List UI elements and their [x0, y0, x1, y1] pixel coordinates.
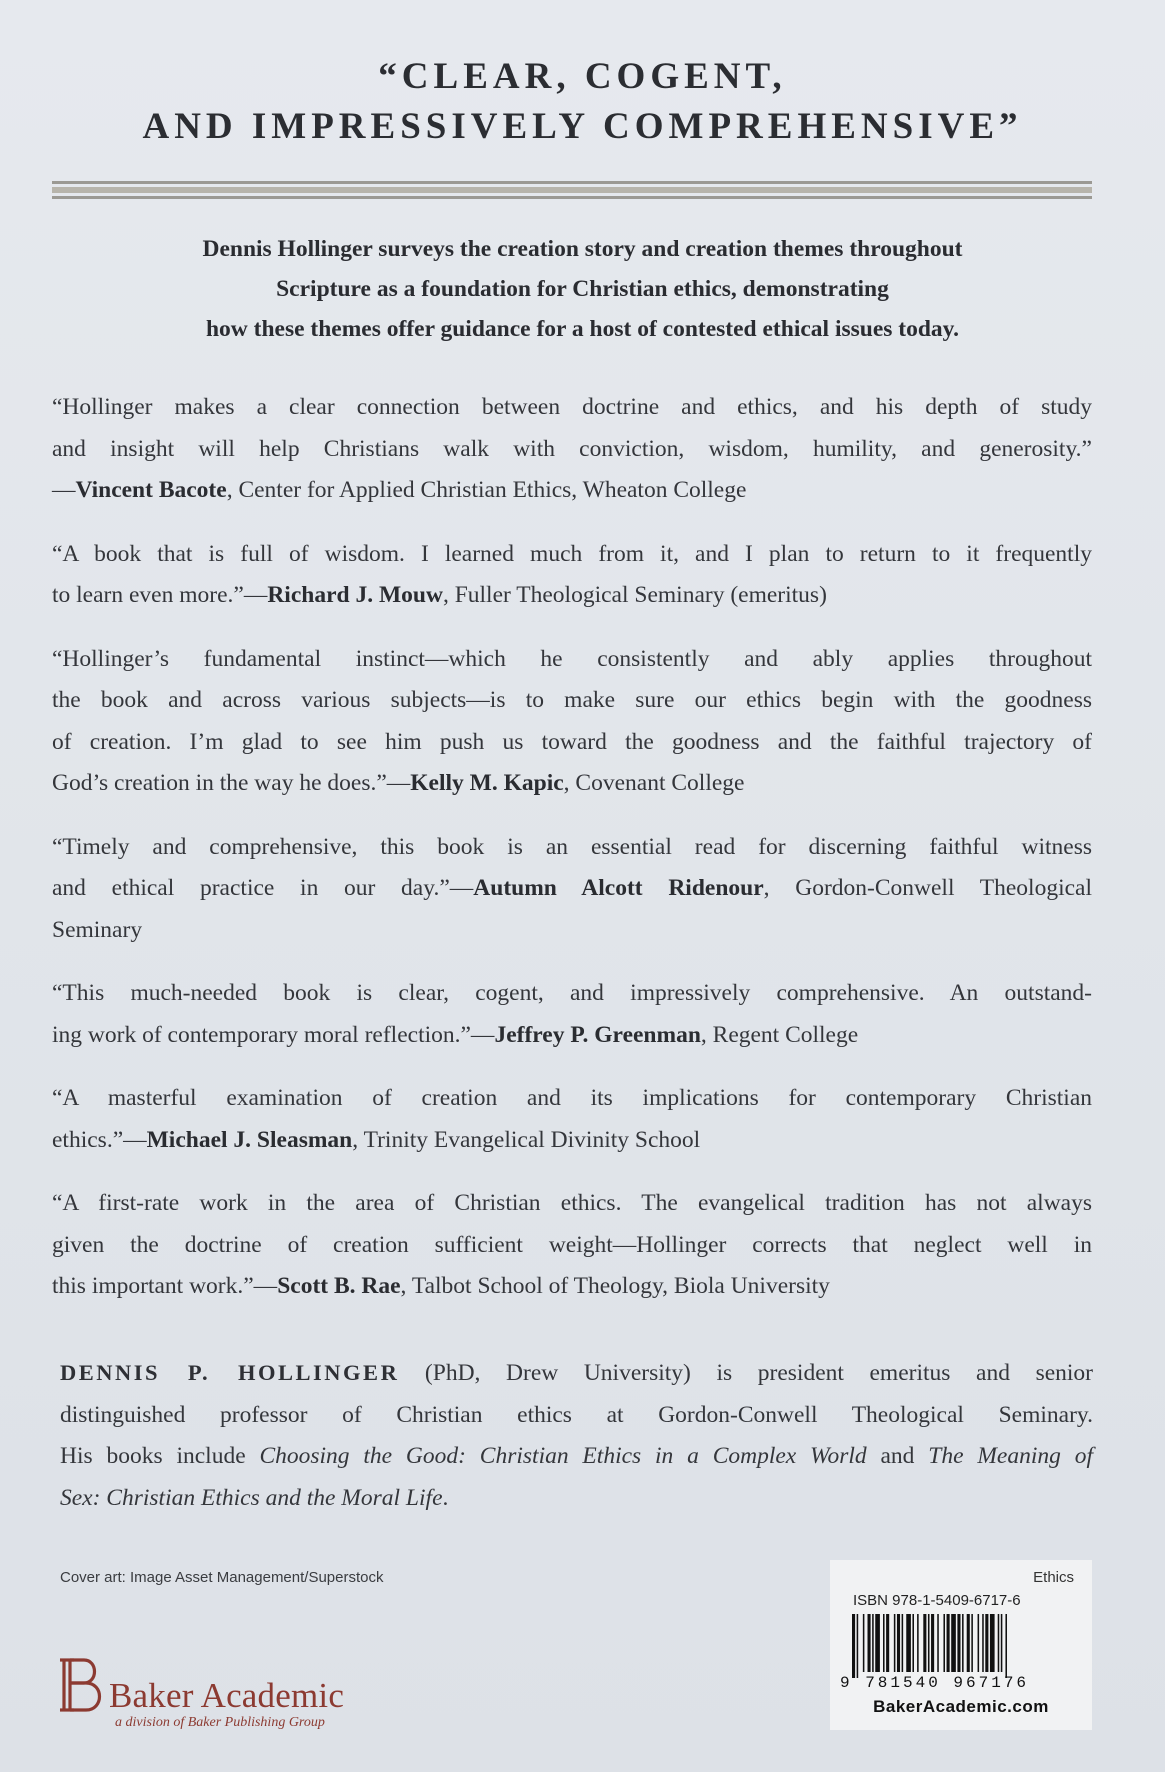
quote-text: the book and across various subjects—is to make sure our ethics begin with the goodness — [52, 687, 1092, 713]
barcode-bar — [883, 1614, 885, 1672]
quote-text: and insight will help Christians walk with conviction, wisdom, humility, and generosity.” — [52, 435, 1092, 462]
endorser-name: Autumn Alcott Ridenour — [473, 875, 764, 901]
quote-text: “A first-rate work in the area of Christian ethics. The evangelical tradition has not always — [52, 1190, 1092, 1216]
endorser-name: Jeffrey P. Greenman — [494, 1021, 701, 1048]
barcode-bar — [1001, 1614, 1003, 1672]
endorsement — [52, 973, 1092, 1056]
barcode-bar — [875, 1614, 880, 1672]
barcode-bar — [967, 1614, 970, 1672]
subject-category: Ethics — [1033, 1569, 1074, 1586]
bio-text: His books include — [60, 1443, 260, 1469]
publisher-name: Baker Academic — [109, 1676, 345, 1715]
quote-text: to learn even more.”— — [52, 582, 268, 608]
barcode-bar — [990, 1614, 995, 1672]
quote-text: “A masterful examination of creation and its implications for contemporary Christian — [52, 1085, 1092, 1111]
endorsement — [52, 1183, 1092, 1308]
quote-text: “A book that is full of wisdom. I learned much from it, and I plan to return to it frequently — [52, 540, 1092, 567]
barcode-bar — [931, 1614, 934, 1672]
publisher-tagline: a division of Baker Publishing Group — [115, 1715, 325, 1730]
barcode-bar — [912, 1614, 914, 1672]
barcode-bar — [1005, 1614, 1007, 1678]
barcode-bar — [928, 1614, 930, 1672]
endorsements — [52, 387, 1092, 1330]
quote-text: given the doctrine of creation sufficient weight—Hollinger corrects that neglect well in — [52, 1231, 1092, 1258]
decorative-rule — [52, 181, 1092, 201]
quote-text: this important work.”— — [52, 1273, 278, 1299]
barcode-bar — [857, 1614, 859, 1678]
quote-text: “Hollinger’s fundamental instinct—which he consistently and ably applies throughout — [52, 645, 1092, 672]
barcode-bar — [962, 1614, 964, 1672]
intro-line: how these themes offer guidance for a host of contested ethical issues today. — [205, 316, 960, 342]
barcode-bar — [852, 1614, 855, 1678]
quote-text: “Hollinger makes a clear connection between doctrine and ethics, and his depth of study — [52, 394, 1092, 420]
endorser-affiliation: , Trinity Evangelical Divinity School — [352, 1126, 701, 1153]
book-title: Choosing the Good: Christian Ethics in a Complex World — [259, 1443, 867, 1469]
headline-line-2: AND IMPRESSIVELY COMPREHENSIVE” — [142, 106, 1023, 147]
barcode-bar — [943, 1614, 945, 1672]
quote-text: ing work of contemporary moral reflection.”— — [52, 1021, 495, 1048]
endorser-affiliation: , Covenant College — [563, 770, 745, 796]
barcode-bar — [894, 1614, 896, 1672]
barcode-bar — [937, 1614, 939, 1672]
endorser-name: Richard J. Mouw — [267, 582, 443, 608]
barcode-bar — [902, 1614, 904, 1672]
barcode-bar — [917, 1614, 919, 1672]
author-name: DENNIS P. HOLLINGER — [60, 1360, 400, 1385]
headline-line-1: “CLEAR, COGENT, — [378, 56, 787, 97]
endorser-affiliation: , Center for Applied Christian Ethics, Wheaton College — [226, 477, 747, 503]
bio-text: . — [442, 1484, 449, 1511]
endorser-name: Vincent Bacote — [75, 477, 227, 503]
barcode-bar — [971, 1614, 973, 1672]
barcode-bar — [863, 1614, 865, 1672]
baker-b-logo-icon — [58, 1656, 108, 1714]
quote-text: and ethical practice in our day.”— — [52, 875, 474, 901]
endorser-name: Scott B. Rae — [277, 1273, 401, 1299]
barcode-bar — [978, 1614, 980, 1672]
barcode-bar — [985, 1614, 988, 1672]
endorsement — [52, 827, 1092, 952]
endorser-name: Michael J. Sleasman — [146, 1126, 353, 1153]
isbn-label: ISBN 978-1-5409-6717-6 — [853, 1592, 1021, 1609]
barcode-icon — [852, 1614, 1070, 1678]
barcode-bar — [897, 1614, 900, 1672]
endorsement — [52, 639, 1092, 805]
barcode-bar — [957, 1614, 960, 1672]
barcode-bar — [886, 1614, 889, 1672]
barcode-bar — [923, 1614, 926, 1672]
cover-art-credit: Cover art: Image Asset Management/Superstock — [60, 1569, 384, 1586]
endorser-affiliation: , Gordon-Conwell Theological — [763, 875, 1092, 901]
intro-line: Scripture as a foundation for Christian ethics, demonstrating — [276, 276, 889, 302]
intro-blurb — [60, 229, 1105, 349]
barcode-bar — [872, 1614, 874, 1672]
endorser-name: Kelly M. Kapic — [410, 770, 564, 796]
barcode-digits: 9 781540 967176 — [840, 1674, 1030, 1692]
endorser-affiliation: , Fuller Theological Seminary (emeritus) — [442, 582, 827, 608]
barcode-bar — [982, 1614, 984, 1672]
bio-text: and — [866, 1443, 929, 1469]
endorsement — [52, 1078, 1092, 1161]
author-bio — [60, 1352, 1093, 1519]
endorser-affiliation: , Regent College — [700, 1021, 859, 1048]
barcode-bar — [947, 1614, 950, 1672]
book-title: Sex: Christian Ethics and the Moral Life — [60, 1484, 443, 1511]
quote-text: “Timely and comprehensive, this book is an essential read for discerning faithful witness — [52, 833, 1092, 860]
intro-line: Dennis Hollinger surveys the creation story and creation themes throughout — [202, 236, 963, 262]
headline — [0, 52, 1165, 152]
quote-text: God’s creation in the way he does.”— — [52, 770, 411, 796]
quote-text: of creation. I’m glad to see him push us toward the goodness and the faithful trajectory of — [52, 728, 1092, 755]
bio-text: distinguished professor of Christian ethics at Gordon-Conwell Theological Seminary. — [60, 1401, 1093, 1428]
bio-text: (PhD, Drew University) is president emeritus and senior — [399, 1360, 1093, 1386]
endorser-affiliation: , Talbot School of Theology, Biola University — [400, 1273, 830, 1299]
quote-text: ethics.”— — [52, 1126, 147, 1153]
barcode-bar — [951, 1614, 956, 1672]
endorsement — [52, 534, 1092, 617]
barcode-bar — [906, 1614, 911, 1672]
publisher-logo — [58, 1656, 398, 1736]
quote-dash: — — [52, 477, 76, 503]
endorsement — [52, 387, 1092, 512]
quote-text: “This much-needed book is clear, cogent, and impressively comprehensive. An outstand- — [52, 980, 1092, 1006]
publisher-website: BakerAcademic.com — [873, 1697, 1049, 1716]
barcode-panel — [830, 1560, 1092, 1730]
book-title: The Meaning of — [928, 1443, 1093, 1469]
barcode-bar — [998, 1614, 1000, 1672]
endorser-affiliation: Seminary — [52, 916, 143, 943]
barcode-bar — [868, 1614, 871, 1672]
